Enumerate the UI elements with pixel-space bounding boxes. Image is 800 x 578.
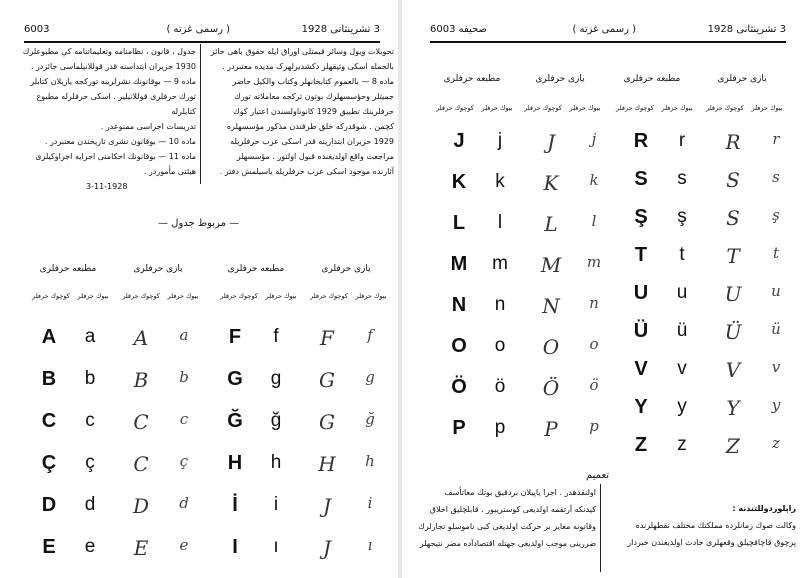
text-line: آثارنده موجود اسکی عرب حرفلریله یاسیلمش دفتر . [219,167,394,176]
print-small-letter: e [84,536,96,557]
script-capital-letter: S [726,168,740,192]
script-capital-letter: Z [726,434,740,458]
script-capital-letter: A [133,326,149,350]
subhead-small: کوچوك حرفلر [436,104,474,112]
print-small-letter: u [676,282,688,303]
print-capital-letter: Ğ [227,410,243,432]
print-capital-letter: P [452,417,466,439]
script-small-letter: a [179,326,189,344]
print-capital-letter: K [451,171,467,193]
text-line: اولنقدهدر . اجرا یاپیلان بردقیق بوتك معاتأسف [444,488,596,497]
print-small-letter: d [84,494,96,515]
column-divider [600,484,601,572]
print-small-letter: s [677,168,687,189]
print-small-letter: g [270,368,282,389]
subhead-capital: بیوك حرفلر [661,104,693,112]
print-capital-letter: Ç [41,452,57,474]
script-capital-letter: D [132,494,150,518]
text-line: ماده 9 — بوقانونك نشرلرینه تورکجه یازیلان کتابلر [30,77,196,86]
script-small-letter: ş [772,206,780,224]
print-small-letter: n [494,294,506,315]
print-small-letter: a [84,326,96,347]
header-date: 3 تشرینثانی 1928 [707,24,786,35]
subhead-capital: بیوك حرفلر [167,292,199,300]
script-small-letter: d [179,494,189,512]
text-line: کچمن . شوقدركه خلق طرفندن مذکور مؤسسهلره [226,122,394,131]
print-capital-letter: A [41,326,57,348]
text-line: کیدنکه آرتقمه اولدیغی کوستریبور . قابلچلیق اخلاق [429,505,596,514]
print-small-letter: f [273,326,279,347]
header-date: 3 تشرینثانی 1928 [301,24,380,35]
script-small-letter: n [589,294,599,312]
script-capital-letter: Ü [724,320,742,344]
script-small-letter: y [771,396,781,414]
subhead-capital: بیوك حرفلر [77,292,109,300]
script-small-letter: z [772,434,780,452]
subhead-capital: بیوك حرفلر [751,104,783,112]
text-line: جدول ، قانون ، نظامنامه وتعليماتنامه کې مطبوعلرك [22,47,196,56]
text-line: تحویلات ویول وسائر قیمتلی اوراق ایله حقوق باهی حائز [210,47,394,56]
text-line: جمیتلر وحؤسسهلرك بوتون ترکجه معاملاته تورك [234,92,394,101]
print-capital-letter: E [42,536,56,558]
script-small-letter: v [771,358,781,376]
script-small-letter: r [772,130,780,148]
print-capital-letter: N [451,294,467,316]
subhead-small: کوچوك حرفلر [310,292,348,300]
text-line: 1930 حزیران ابتداسنه قدر قوللانیلماسی جائزدر . [30,62,196,71]
print-capital-letter: M [450,253,468,275]
print-small-letter: v [677,358,687,379]
script-small-letter: f [367,326,373,344]
print-small-letter: p [494,417,506,438]
subhead-small: کوچوك حرفلر [220,292,258,300]
table-title: — مربوط جدول — [158,218,240,229]
header-page-number: صحیفه 6003 [430,24,488,35]
subhead-small: کوچوك حرفلر [122,292,160,300]
colhead-print-right: مطبعه حرفلری [227,264,285,274]
subhead-capital: بیوك حرفلر [569,104,601,112]
script-capital-letter: J [546,130,556,154]
notice-title: تعمیم [586,470,610,481]
print-small-letter: ö [494,376,506,397]
print-capital-letter: J [453,130,465,152]
print-capital-letter: U [633,282,649,304]
colhead-print-left: مطبعه حرفلری [39,264,97,274]
text-line: ماده 10 — بوقانون نشری تاریخندن معتبردر . [44,137,196,146]
script-small-letter: u [771,282,781,300]
script-small-letter: c [179,410,189,428]
text-line: تورك حرفلری قوللانیلیر . اسکی حرفلرله مطبوع کتابلرله [36,92,196,116]
text-line: ماده 11 — بوقانونك احکامنی اجرایه اجراوکیلری [35,152,196,161]
print-small-letter: z [677,434,687,455]
script-capital-letter: O [542,335,560,359]
colhead-handwriting-right: یازی حرفلری [717,74,767,84]
script-small-letter: g [365,368,375,386]
colhead-handwriting-right: یازی حرفلری [321,264,371,274]
colhead-handwriting-left: یازی حرفلری [535,74,585,84]
text-line: وقانونه مغایر بر حرکت اولدیغی کبی ناموسلو تجارلرك [418,522,596,531]
script-small-letter: h [365,452,375,470]
script-capital-letter: J [322,494,332,518]
text-line: تدریسات اجراسی ممنوعدر . [100,122,196,131]
print-capital-letter: Z [634,434,648,456]
header-rule [430,41,786,43]
script-capital-letter: G [319,368,335,392]
subhead-small: کوچوك حرفلر [706,104,744,112]
script-small-letter: ı [367,536,373,554]
print-small-letter: ı [273,536,279,557]
print-capital-letter: Ü [633,320,649,342]
print-capital-letter: Ö [451,376,467,398]
script-capital-letter: L [544,212,558,236]
print-capital-letter: C [41,410,57,432]
law-text-right-column [206,44,394,179]
left-page [0,0,398,578]
script-small-letter: k [589,171,599,189]
print-small-letter: ğ [270,410,282,431]
text-line: 1929 حزیران ابتدارینه قدر اسکی عرب حرفلریله [230,137,394,146]
right-page [402,0,800,578]
print-small-letter: ç [85,452,95,473]
print-capital-letter: I [232,536,238,558]
print-capital-letter: B [41,368,57,390]
print-small-letter: c [85,410,95,431]
script-small-letter: e [179,536,189,554]
script-small-letter: i [367,494,373,512]
subhead-small: کوچوك حرفلر [32,292,70,300]
script-capital-letter: F [320,326,334,350]
print-small-letter: ü [676,320,688,341]
colhead-print-left: مطبعه حرفلری [443,74,501,84]
script-capital-letter: K [543,171,559,195]
print-capital-letter: G [227,368,243,390]
script-small-letter: m [586,253,602,271]
print-capital-letter: R [633,130,649,152]
print-capital-letter: V [634,358,648,380]
script-capital-letter: V [725,358,741,382]
script-small-letter: ü [771,320,781,338]
script-capital-letter: S [726,206,740,230]
header-paper-name: ( رسمی غزته ) [166,24,230,35]
text-line: بالجمله اسکی وثیقهلر دکشدیرلهرک مدیده معتبردر . [222,62,394,71]
header-rule [24,41,380,43]
right-page-header [430,24,786,40]
script-small-letter: ğ [365,410,375,428]
text-line: راپلوردوللتندنه : [732,504,796,513]
print-capital-letter: D [41,494,57,516]
print-capital-letter: L [452,212,466,234]
script-capital-letter: R [725,130,741,154]
notice-right-column [606,500,796,551]
print-small-letter: k [495,171,505,192]
script-capital-letter: P [544,417,558,441]
script-small-letter: ç [179,452,189,470]
law-text-left-column [22,44,196,194]
script-capital-letter: T [726,244,740,268]
left-page-header [24,24,380,40]
text-line: ضررینی موجب اولدیغی جهتله اقتصادآده مضر نتیجهلر [419,539,596,548]
colhead-handwriting-left: یازی حرفلری [133,264,183,274]
law-date: 3-11-1928 [86,182,128,191]
print-small-letter: r [678,130,686,151]
script-small-letter: s [772,168,780,186]
text-line: ماده 8 — بالعموم کتابخانهلر وکتاب والکیل حاضر [232,77,394,86]
print-small-letter: m [492,253,508,274]
script-capital-letter: U [724,282,742,306]
script-capital-letter: C [133,452,149,476]
print-capital-letter: İ [232,494,238,516]
script-small-letter: ö [589,376,599,394]
script-capital-letter: C [133,410,149,434]
print-small-letter: ş [677,206,687,227]
text-line: پرچوق قاچاقچیلق وقعهلری حادث اولدیغندن خبردار [627,538,796,547]
script-capital-letter: Ö [542,376,560,400]
script-capital-letter: E [133,536,149,560]
print-capital-letter: T [634,244,648,266]
text-line: حرفلرينك تطبيق 1929 کانوناولسندن اعتبار کوك [233,107,394,116]
header-paper-name: ( رسمی غزته ) [572,24,636,35]
text-line: هیئتی مأموردر . [143,167,196,176]
print-capital-letter: Ş [634,206,648,228]
notice-left-column [406,484,596,552]
text-line: مراجعت واقع اولدیغنده قبول اولنور . مؤسسهلر [236,152,394,161]
script-capital-letter: Y [726,396,740,420]
print-capital-letter: S [634,168,648,190]
print-small-letter: o [494,335,506,356]
colhead-print-right: مطبعه حرفلری [623,74,681,84]
script-capital-letter: B [133,368,149,392]
column-divider [200,44,201,184]
script-capital-letter: H [318,452,336,476]
subhead-capital: بیوك حرفلر [265,292,297,300]
script-capital-letter: G [319,410,335,434]
script-small-letter: t [772,244,780,262]
subhead-capital: بیوك حرفلر [355,292,387,300]
script-capital-letter: J [322,536,332,560]
script-capital-letter: M [540,253,562,277]
print-capital-letter: H [227,452,243,474]
print-small-letter: y [677,396,687,417]
print-small-letter: l [497,212,503,233]
print-small-letter: b [84,368,96,389]
script-small-letter: j [591,130,597,148]
script-small-letter: b [179,368,189,386]
print-capital-letter: F [228,326,242,348]
header-page-number: 6003 [24,24,50,35]
print-capital-letter: Y [634,396,648,418]
print-small-letter: h [270,452,282,473]
script-small-letter: p [589,417,599,435]
print-capital-letter: O [451,335,467,357]
print-small-letter: i [273,494,279,515]
subhead-small: کوچوك حرفلر [524,104,562,112]
text-line: وکالت صوك زمانلرده مملکتك مختلف نقطهلرنده [635,521,796,530]
script-capital-letter: N [542,294,560,318]
subhead-small: کوچوك حرفلر [616,104,654,112]
print-small-letter: j [497,130,503,151]
script-small-letter: o [589,335,599,353]
print-small-letter: t [679,244,685,265]
subhead-capital: بیوك حرفلر [481,104,513,112]
script-small-letter: l [591,212,597,230]
